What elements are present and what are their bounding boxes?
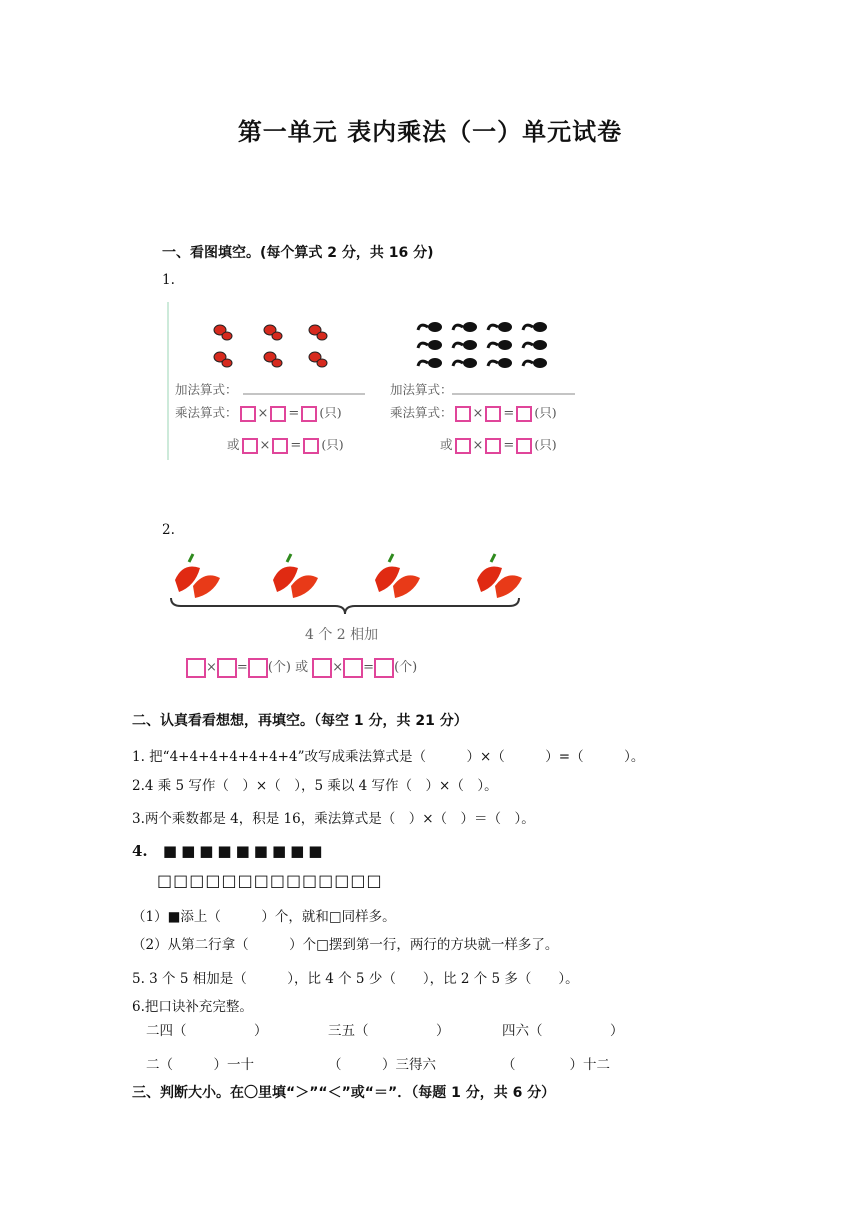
answer-box[interactable] [217, 658, 237, 678]
equals-sign: = [290, 438, 302, 453]
answer-box[interactable] [312, 658, 332, 678]
answer-box[interactable] [248, 658, 268, 678]
answer-box[interactable] [455, 438, 471, 454]
answer-box[interactable] [516, 406, 532, 422]
answer-box[interactable] [485, 438, 501, 454]
or-label: 或 [295, 660, 309, 675]
tadpoles-mul-row [390, 403, 557, 422]
unit-label: (个) [394, 660, 418, 675]
pepper-icon [175, 554, 522, 598]
equals-sign: = [503, 406, 515, 421]
times-sign: × [257, 406, 269, 421]
page-title: 第一单元 表内乘法（一）单元试卷 [237, 118, 623, 146]
equals-sign: = [288, 406, 300, 421]
figure-peppers [165, 548, 535, 643]
answer-box[interactable] [270, 406, 286, 422]
black-squares-row: ■■■■■■■■■ [162, 842, 327, 860]
rhyme-item: （ ）三得六 [328, 1057, 436, 1073]
equals-sign: = [236, 660, 248, 675]
ants-mul-row [175, 403, 342, 422]
answer-box[interactable] [242, 438, 258, 454]
answer-box[interactable] [343, 658, 363, 678]
section2-q6: 6.把口诀补充完整。 [132, 999, 253, 1015]
peppers-illustration [165, 548, 535, 618]
rhyme-item: 四六（ ） [502, 1023, 624, 1039]
brace-icon [171, 598, 519, 614]
section2-q2: 2.4 乘 5 写作（ ）×（ ），5 乘以 4 写作（ ）×（ ）。 [132, 778, 498, 794]
section3-heading: 三、判断大小。在〇里填“＞”“＜”或“＝”．（每题 1 分，共 6 分） [132, 1085, 556, 1101]
ants-or-row [227, 435, 344, 454]
peppers-caption: 4 个 2 相加 [305, 627, 379, 643]
tadpole-icon [418, 322, 547, 368]
times-sign: × [472, 406, 484, 421]
section2-q4-row [132, 842, 326, 860]
answer-box[interactable] [374, 658, 394, 678]
tadpoles-or-row [440, 435, 557, 454]
ant-icon [214, 325, 327, 367]
tadpoles-panel [380, 300, 585, 468]
figure-ants-tadpoles [165, 300, 585, 468]
rhyme-item: 三五（ ） [328, 1023, 450, 1039]
unit-label: (只) [321, 437, 344, 452]
ants-mul-label: 乘法算式： [175, 405, 238, 420]
tadpoles-add-label: 加法算式： [390, 382, 453, 397]
section2-heading: 二、认真看看想想，再填空。（每空 1 分，共 21 分） [132, 713, 468, 729]
section2-q3: 3.两个乘数都是 4，积是 16，乘法算式是（ ）×（ ）＝（ ）。 [132, 811, 535, 827]
times-sign: × [206, 660, 217, 675]
unit-label: (个) [267, 660, 291, 675]
equals-sign: = [503, 438, 515, 453]
times-sign: × [332, 660, 344, 675]
or-label: 或 [440, 437, 453, 452]
peppers-equation-row [186, 656, 417, 678]
tadpoles-mul-label: 乘法算式： [390, 405, 453, 420]
times-sign: × [259, 438, 271, 453]
section1-heading: 一、看图填空。(每个算式 2 分，共 16 分) [162, 245, 434, 261]
answer-box[interactable] [516, 438, 532, 454]
section2-q1: 1. 把“4+4+4+4+4+4+4”改写成乘法算式是（ ）×（ ）=（ ）。 [132, 749, 645, 765]
question-4-number: 4. [132, 842, 148, 860]
section2-q4-sub2: （2）从第二行拿（ ）个□摆到第一行，两行的方块就一样多了。 [132, 937, 559, 953]
unit-label: (只) [534, 405, 557, 420]
equals-sign: = [363, 660, 375, 675]
answer-box[interactable] [303, 438, 319, 454]
ants-add-label: 加法算式： [175, 382, 238, 397]
rhyme-item: 二（ ）一十 [146, 1057, 254, 1073]
times-sign: × [472, 438, 484, 453]
question-2-number: 2. [162, 522, 175, 538]
rhyme-item: 二四（ ） [146, 1023, 268, 1039]
rhyme-item: （ ）十二 [502, 1057, 610, 1073]
section2-q5: 5. 3 个 5 相加是（ ），比 4 个 5 少（ ），比 2 个 5 多（ ）。 [132, 971, 579, 987]
answer-box[interactable] [485, 406, 501, 422]
or-label: 或 [227, 437, 240, 452]
ants-panel [165, 300, 375, 468]
answer-box[interactable] [301, 406, 317, 422]
unit-label: (只) [319, 405, 342, 420]
white-squares-row: □□□□□□□□□□□□□□ [157, 871, 383, 890]
section2-q4-sub1: （1）■添上（ ）个，就和□同样多。 [132, 909, 396, 925]
answer-box[interactable] [240, 406, 256, 422]
answer-box[interactable] [272, 438, 288, 454]
answer-box[interactable] [186, 658, 206, 678]
question-1-number: 1. [162, 272, 175, 288]
answer-box[interactable] [455, 406, 471, 422]
unit-label: (只) [534, 437, 557, 452]
